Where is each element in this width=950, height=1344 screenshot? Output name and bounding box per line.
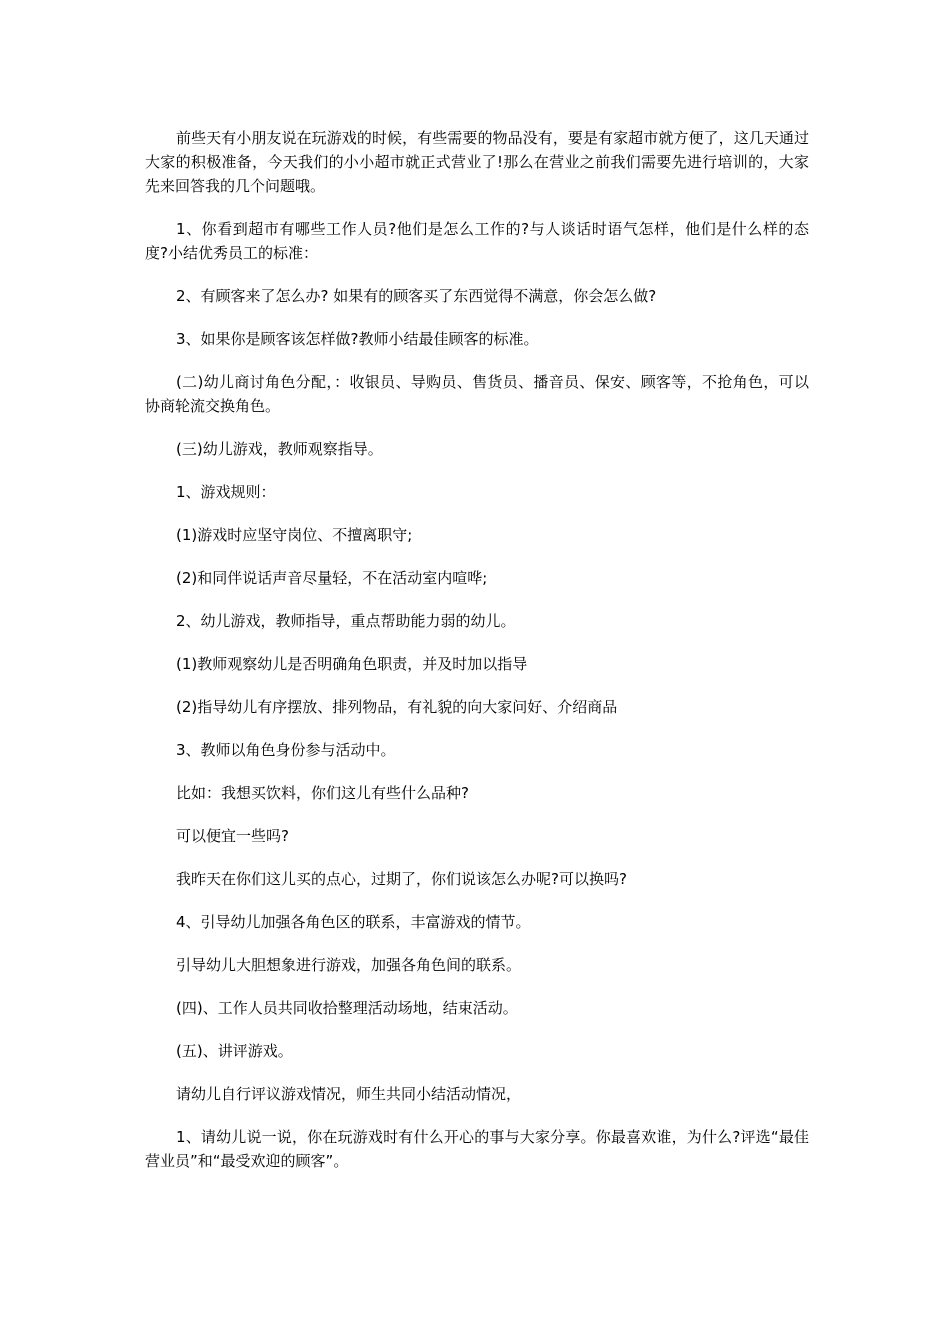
paragraph-rule-1: (1)游戏时应坚守岗位、不擅离职守; (176, 526, 413, 544)
paragraph-section-3: (三)幼儿游戏，教师观察指导。 (176, 440, 383, 458)
paragraph-rule-2: (2)和同伴说话声音尽量轻，不在活动室内喧哗; (176, 569, 488, 587)
paragraph-question-2: 2、有顾客来了怎么办? 如果有的顾客买了东西觉得不满意，你会怎么做? (176, 287, 657, 305)
paragraph-teacher-role: 3、教师以角色身份参与活动中。 (176, 741, 396, 759)
paragraph-step-4-detail: 引导幼儿大胆想象进行游戏，加强各角色间的联系。 (176, 956, 522, 974)
paragraph-section-2: (二)幼儿商讨角色分配，：收银员、导购员、售货员、播音员、保安、顾客等，不抢角色，可以协商轮流交换角色。 (145, 373, 809, 415)
paragraph-example-3: 我昨天在你们这儿买的点心，过期了，你们说该怎么办呢?可以换吗? (176, 870, 627, 888)
paragraph-section-5: (五)、讲评游戏。 (176, 1042, 293, 1060)
paragraph-question-1: 1、你看到超市有哪些工作人员?他们是怎么工作的?与人谈话时语气怎样，他们是什么样的态度?小结优秀员工的标准： (145, 220, 809, 262)
paragraph-guidance-2: (2)指导幼儿有序摆放、排列物品，有礼貌的向大家问好、介绍商品 (176, 698, 618, 716)
paragraph-guidance-heading: 2、幼儿游戏，教师指导，重点帮助能力弱的幼儿。 (176, 612, 516, 630)
paragraph-question-3: 3、如果你是顾客该怎样做?教师小结最佳顾客的标准。 (176, 330, 539, 348)
paragraph-example-1: 比如：我想买饮料，你们这儿有些什么品种? (176, 784, 469, 802)
paragraph-review-1: 1、请幼儿说一说，你在玩游戏时有什么开心的事与大家分享。你最喜欢谁，为什么?评选“最佳营业员”和“最受欢迎的顾客”。 (145, 1128, 809, 1170)
paragraph-step-4: 4、引导幼儿加强各角色区的联系，丰富游戏的情节。 (176, 913, 531, 931)
paragraph-example-2: 可以便宜一些吗? (176, 827, 289, 845)
paragraph-rules-heading: 1、游戏规则： (176, 483, 276, 501)
paragraph-intro: 前些天有小朋友说在玩游戏的时候，有些需要的物品没有，要是有家超市就方便了，这几天通过大家的积极准备，今天我们的小小超市就正式营业了!那么在营业之前我们需要先进行培训的，大家先来回答我的几个问题哦。 (145, 129, 809, 195)
paragraph-section-4: (四)、工作人员共同收拾整理活动场地，结束活动。 (176, 999, 518, 1017)
document-body (145, 126, 809, 1192)
paragraph-guidance-1: (1)教师观察幼儿是否明确角色职责，并及时加以指导 (176, 655, 528, 673)
paragraph-review: 请幼儿自行评议游戏情况，师生共同小结活动情况， (176, 1085, 522, 1103)
